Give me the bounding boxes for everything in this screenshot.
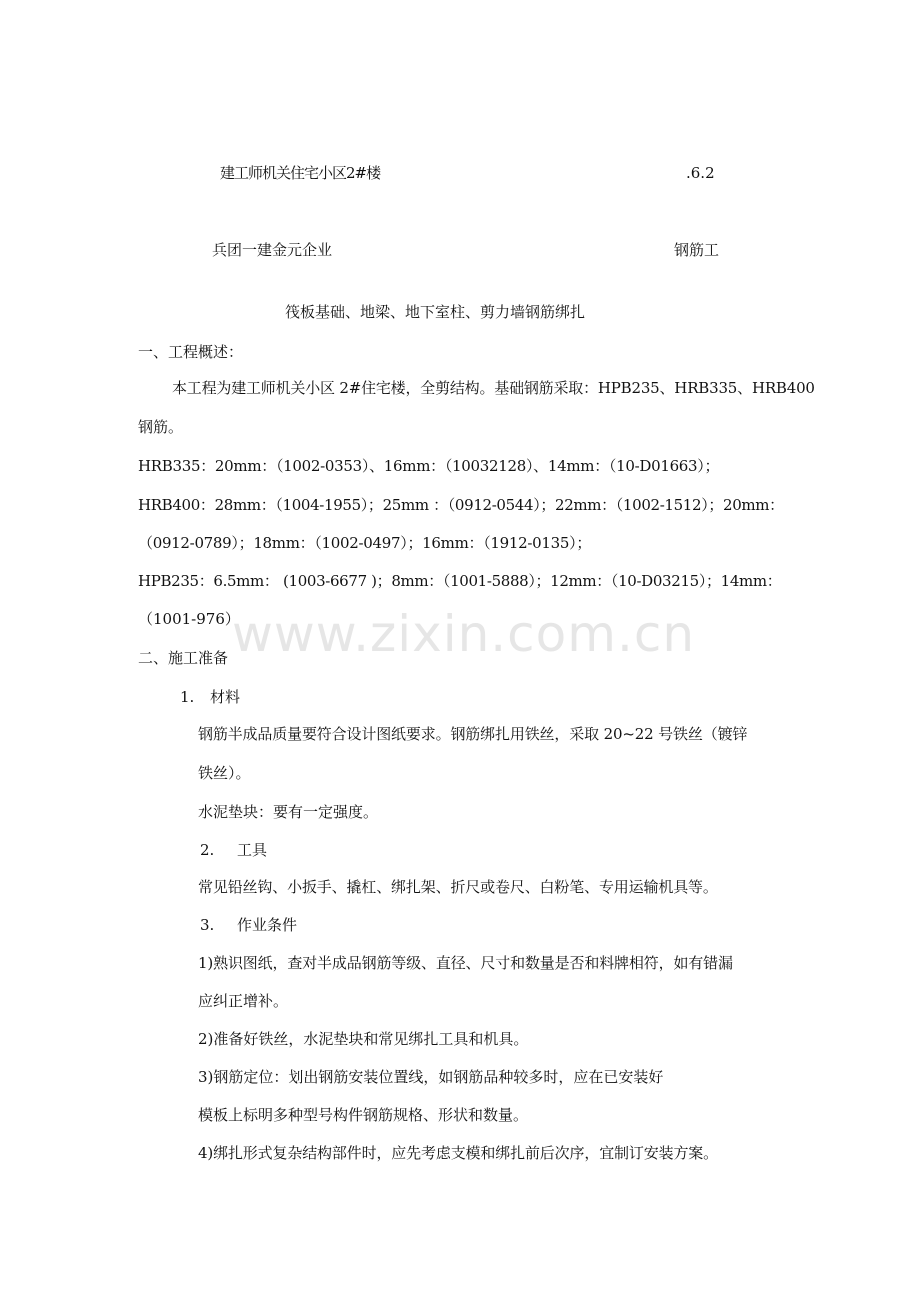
hrb400-spec-line1: HRB400：28mm：（1004-1955）；25mm ：（0912-0544）；22mm：（1002-1512）；20mm： (138, 496, 784, 514)
materials-paragraph-line2: 铁丝）。 (198, 764, 251, 782)
materials-spacer-block: 水泥垫块：要有一定强度。 (198, 803, 379, 821)
header-date: .6.2 (686, 164, 715, 182)
condition3-line2: 模板上标明多种型号构件钢筋规格、形状和数量。 (198, 1106, 529, 1124)
item3-title: 作业条件 (237, 916, 298, 934)
materials-paragraph-line1: 钢筋半成品质量要符合设计图纸要求。钢筋绑扎用铁丝，采取 20~22 号铁丝（镀锌 (198, 725, 748, 743)
condition1-line1: 1)熟识图纸，查对半成品钢筋等级、直径、尺寸和数量是否和料牌相符，如有错漏 (198, 954, 733, 972)
tools-paragraph: 常见铅丝钩、小扳手、撬杠、绑扎架、折尺或卷尺、白粉笔、专用运输机具等。 (198, 878, 718, 896)
overview-paragraph-line1: 本工程为建工师机关小区 2#住宅楼，全剪结构。基础钢筋采取：HPB235、HRB335、HRB400 (172, 379, 815, 397)
section1-heading: 一、工程概述： (138, 343, 244, 361)
condition1-line2: 应纠正增补。 (198, 992, 289, 1010)
item1-title: 材料 (210, 688, 241, 706)
document-title: 筏板基础、地梁、地下室柱、剪力墙钢筋绑扎 (285, 303, 586, 321)
item1-number: 1. (180, 688, 195, 706)
condition2: 2)准备好铁丝，水泥垫块和常见绑扎工具和机具。 (198, 1030, 529, 1048)
section2-heading: 二、施工准备 (138, 649, 229, 667)
hrb400-spec-line2: （0912-0789）；18mm：（1002-0497）；16mm：（1912-0135）； (138, 534, 592, 552)
hrb335-spec: HRB335：20mm：（1002-0353）、16mm：（10032128）、14mm：（10-D01663）； (138, 457, 720, 475)
item3-number: 3. (200, 916, 215, 934)
condition3-line1: 3)钢筋定位：划出钢筋安装位置线，如钢筋品种较多时，应在已安装好 (198, 1068, 664, 1086)
hpb235-spec-line2: （1001-976） (138, 610, 240, 628)
watermark: www.zixin.com.cn (232, 605, 696, 663)
header-trade: 钢筋工 (674, 241, 720, 259)
hpb235-spec-line1: HPB235：6.5mm： (1003-6677 )；8mm：（1001-5888）；12mm：（10-D03215）；14mm： (138, 572, 782, 590)
header-project: 建工师机关住宅小区2#楼 (220, 164, 381, 182)
overview-paragraph-line2: 钢筋。 (138, 418, 184, 436)
item2-number: 2. (200, 841, 215, 859)
item2-title: 工具 (237, 841, 268, 859)
header-company: 兵团一建金元企业 (212, 241, 333, 259)
condition4: 4)绑扎形式复杂结构部件时，应先考虑支模和绑扎前后次序，宜制订安装方案。 (198, 1144, 718, 1162)
